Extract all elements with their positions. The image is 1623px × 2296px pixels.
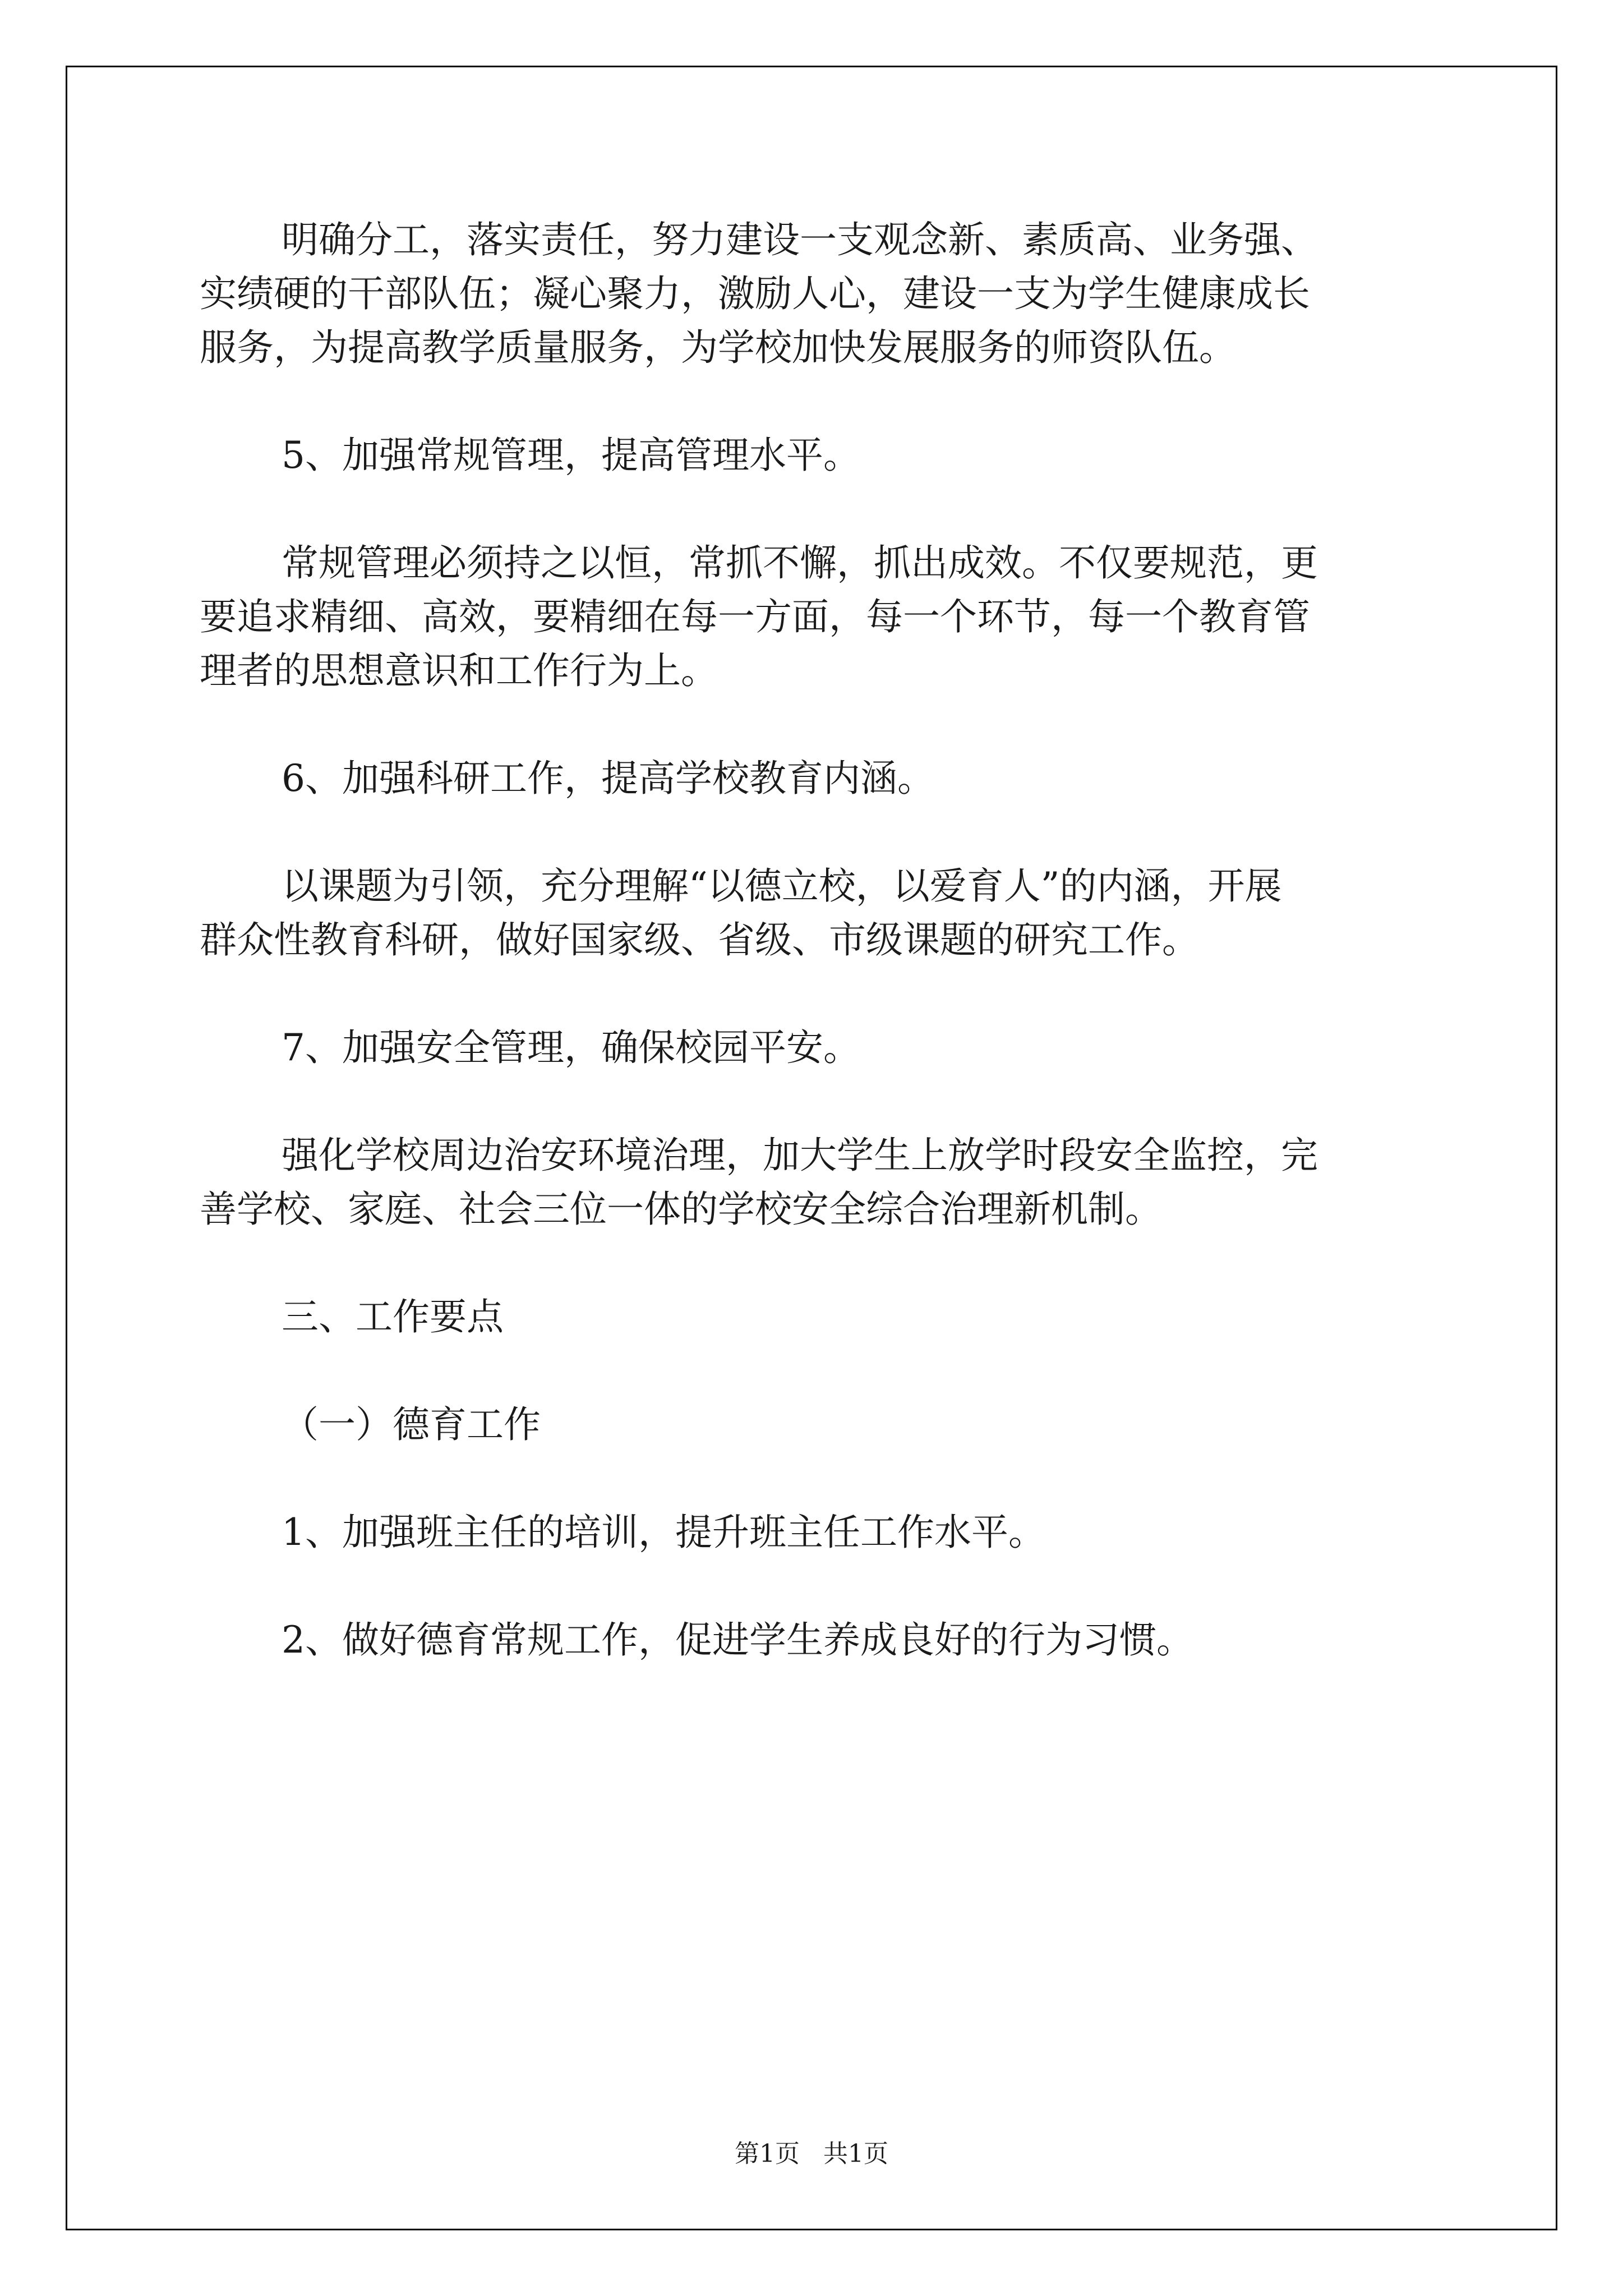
text-line: 6、加强科研工作，提高学校教育内涵。 [282,757,934,800]
document-body [200,213,1433,1667]
text-line: （一）德育工作 [282,1403,541,1446]
text-line: 实绩硬的干部队伍；凝心聚力，激励人心，建设一支为学生健康成长 [200,272,1310,315]
text-line: 要追求精细、高效，要精细在每一方面，每一个环节，每一个教育管 [200,595,1310,638]
heading-safety-management [200,1021,1433,1075]
text-line: 常规管理必须持之以恒，常抓不懈，抓出成效。不仅要规范，更 [282,541,1318,585]
list-item-routine-work [200,1613,1433,1667]
text-line: 明确分工，落实责任，努力建设一支观念新、素质高、业务强、 [282,218,1318,261]
paragraph-safety-management [200,1129,1433,1236]
paragraph-routine-management [200,536,1433,698]
text-line: 善学校、家庭、社会三位一体的学校安全综合治理新机制。 [200,1188,1162,1231]
heading-work-points [200,1290,1433,1344]
text-line: 7、加强安全管理，确保校园平安。 [282,1026,860,1069]
heading-moral-education [200,1398,1433,1452]
text-line: 三、工作要点 [282,1295,504,1338]
page-footer: 第1页 共1页 [735,2139,888,2168]
text-line: 以课题为引领，充分理解“以德立校，以爱育人”的内涵，开展 [282,864,1282,908]
text-line: 5、加强常规管理，提高管理水平。 [282,434,860,477]
paragraph-team-building [200,213,1433,375]
text-line: 群众性教育科研，做好国家级、省级、市级课题的研究工作。 [200,918,1199,961]
text-line: 2、做好德育常规工作，促进学生养成良好的行为习惯。 [282,1618,1193,1662]
text-line: 理者的思想意识和工作行为上。 [200,649,718,692]
paragraph-research-work [200,859,1433,967]
heading-research-work [200,752,1433,806]
text-line: 1、加强班主任的培训，提升班主任工作水平。 [282,1511,1045,1554]
heading-routine-management [200,429,1433,482]
text-line: 强化学校周边治安环境治理，加大学生上放学时段安全监控，完 [282,1134,1318,1177]
text-line: 服务，为提高教学质量服务，为学校加快发展服务的师资队伍。 [200,326,1236,369]
list-item-teacher-training [200,1506,1433,1559]
